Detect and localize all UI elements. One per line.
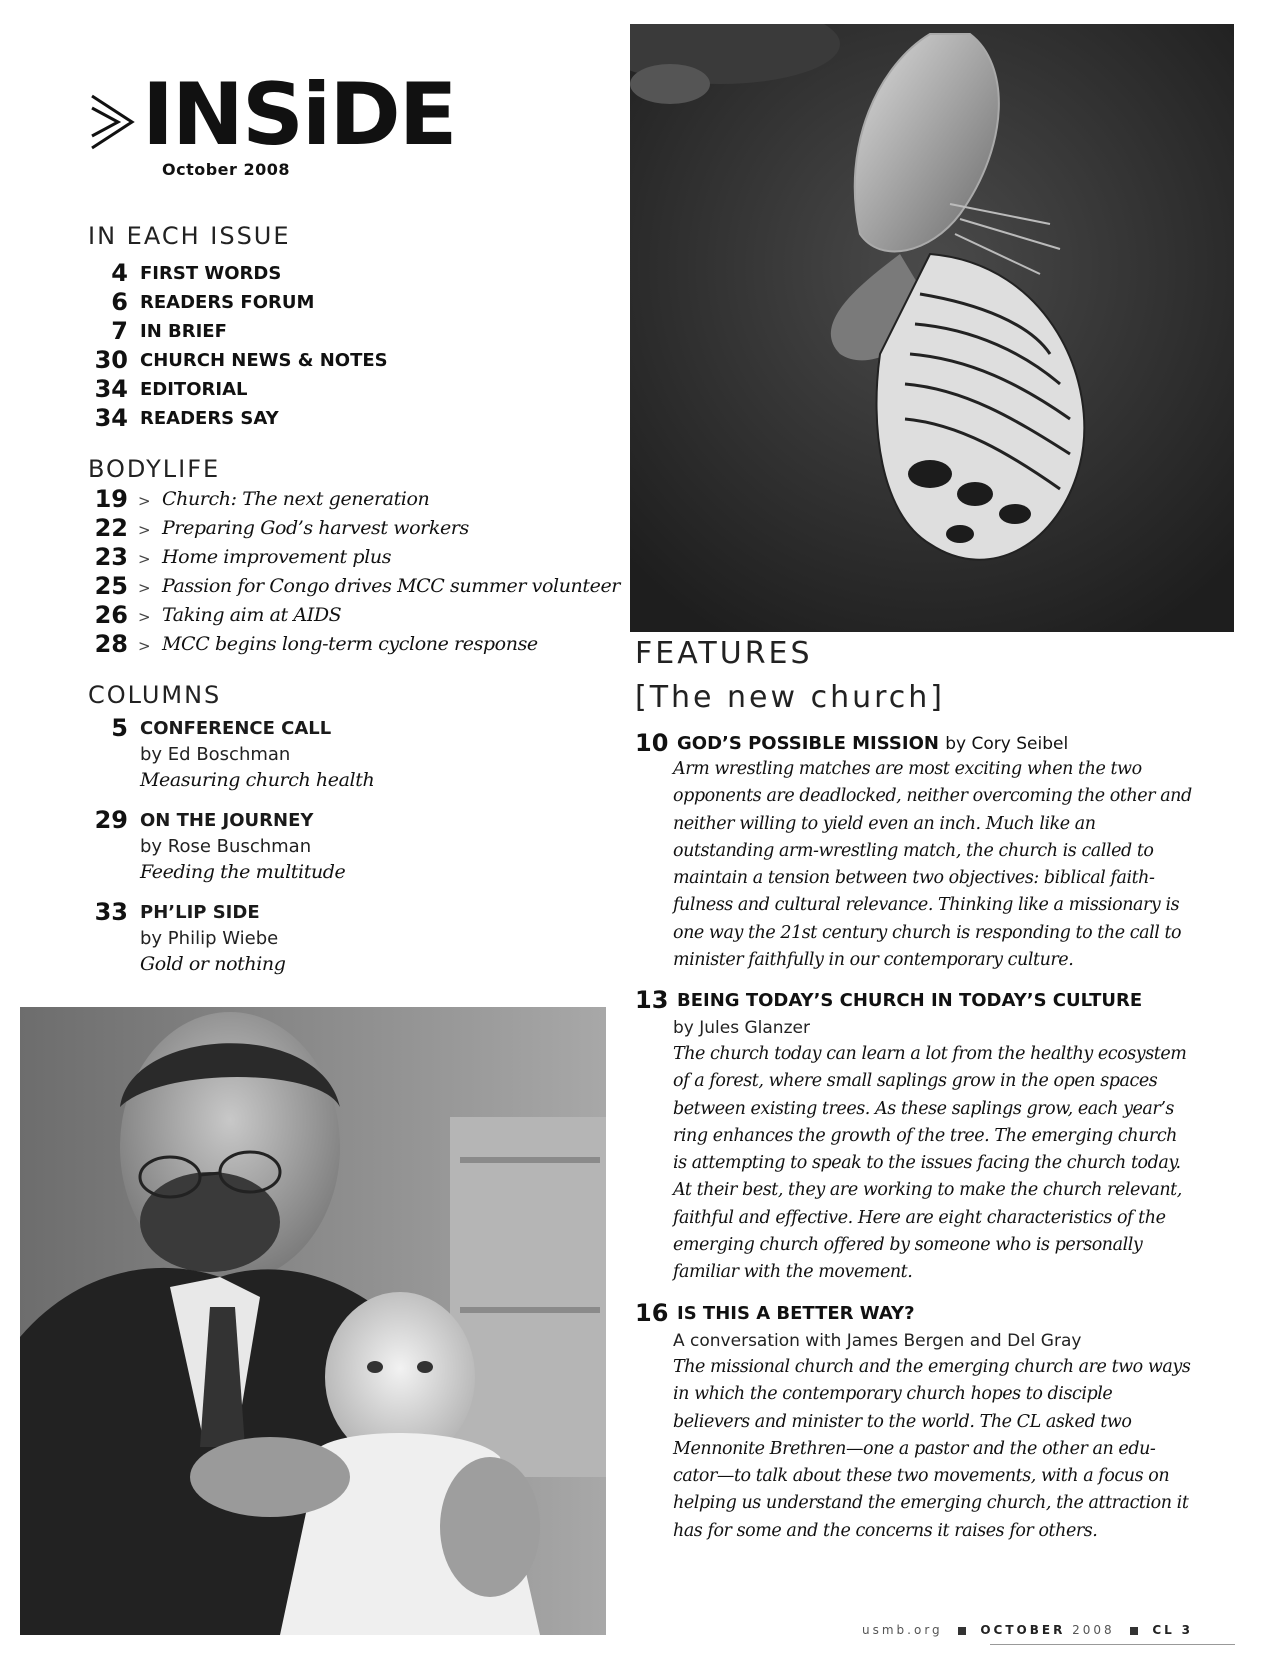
section-heading-in-each-issue: IN EACH ISSUE: [88, 222, 291, 250]
feature-title: GOD’S POSSIBLE MISSION: [677, 733, 939, 754]
feature-entry[interactable]: [635, 985, 1235, 1283]
page-number: 16: [635, 1299, 669, 1327]
entry-title: PH’LIP SIDE: [140, 902, 260, 923]
issue-date: October 2008: [162, 160, 291, 179]
entry-title: Home improvement plus: [162, 546, 392, 568]
entry-subtitle: Gold or nothing: [140, 953, 286, 975]
page-number: 33: [94, 898, 128, 926]
byline: by Rose Buschman: [140, 836, 312, 857]
page-number: 22: [94, 514, 128, 542]
byline: A conversation with James Bergen and Del Gray: [673, 1331, 1082, 1351]
byline: by Cory Seibel: [945, 734, 1069, 754]
page-number: 26: [94, 601, 128, 629]
entry-title: Church: The next generation: [162, 488, 430, 510]
page-number: 29: [94, 806, 128, 834]
entry-title: IN BRIEF: [140, 321, 227, 342]
section-heading-bodylife: BODYLIFE: [88, 455, 221, 483]
toc-column-entry[interactable]: [88, 806, 528, 888]
page-number: 19: [94, 485, 128, 513]
feature-title-line: [677, 731, 1068, 757]
entry-title: CHURCH NEWS & NOTES: [140, 350, 388, 371]
square-bullet-icon: [958, 1627, 966, 1635]
entry-title: READERS FORUM: [140, 292, 315, 313]
page-number: 5: [111, 714, 128, 742]
byline: by Jules Glanzer: [673, 1018, 810, 1038]
page-number: 34: [94, 375, 128, 403]
page-number: 13: [635, 986, 669, 1014]
page-number: 30: [94, 346, 128, 374]
toc-column-entry[interactable]: [88, 714, 528, 796]
masthead: [88, 65, 468, 188]
page-number: 10: [635, 729, 669, 757]
page-number: 4: [111, 259, 128, 287]
arrow-right-icon: >: [138, 550, 151, 568]
entry-title: READERS SAY: [140, 408, 279, 429]
entry-title: MCC begins long-term cyclone response: [162, 633, 538, 655]
page-footer: [862, 1623, 1193, 1637]
features-subheading: [The new church]: [635, 680, 945, 715]
page-number: 34: [94, 404, 128, 432]
footer-magazine: CL: [1152, 1623, 1175, 1637]
section-heading-columns: COLUMNS: [88, 681, 222, 709]
page-number: 28: [94, 630, 128, 658]
pastor-with-baby-photo: [20, 1007, 606, 1635]
page-title: INSiDE: [142, 65, 456, 165]
footer-site: usmb.org: [862, 1623, 943, 1637]
arrow-right-icon: >: [138, 492, 151, 510]
feature-description: The church today can learn a lot from the healthy ecosystem of a forest, where small saplings grow in the open spaces between existing trees. As these saplings grow, each year’s ring enhances the growth of the tree. The emerging church is attempting to speak to the issues facing the church today. At their best, they are working to make the church relevant, faithful and effective. Here are eight characteristics of the emerging church offered by someone who is personally familiar with the movement.: [673, 1044, 1187, 1283]
feature-description: The missional church and the emerging church are two ways in which the contemporary church hopes to disciple believers and minister to the world. The CL asked two Mennonite Brethren—one a pastor and the other an educator—to talk about these two movements, with a focus on helping us understand the emerging church, the attraction it has for some and the concerns it raises for others.: [673, 1357, 1191, 1541]
section-heading-features: FEATURES: [635, 636, 813, 671]
entry-title: Preparing God’s harvest workers: [162, 517, 469, 539]
footer-page-number: 3: [1181, 1623, 1193, 1637]
butterfly-illustration: [630, 24, 1234, 632]
arrow-right-icon: >: [138, 579, 151, 597]
butterfly-chrysalis-photo: [630, 24, 1234, 632]
footer-year: 2008: [1072, 1623, 1115, 1637]
entry-title: Taking aim at AIDS: [162, 604, 342, 626]
byline: by Philip Wiebe: [140, 928, 279, 949]
entry-title: ON THE JOURNEY: [140, 810, 314, 831]
feature-title: BEING TODAY’S CHURCH IN TODAY’S CULTURE: [677, 990, 1143, 1011]
entry-title: Passion for Congo drives MCC summer volunteer: [162, 575, 620, 597]
arrow-right-icon: >: [138, 521, 151, 539]
footer-divider: [990, 1644, 1235, 1645]
feature-title: IS THIS A BETTER WAY?: [677, 1303, 915, 1324]
entry-title: EDITORIAL: [140, 379, 248, 400]
page-number: 23: [94, 543, 128, 571]
page-number: 6: [111, 288, 128, 316]
entry-subtitle: Feeding the multitude: [140, 861, 346, 883]
feature-entry[interactable]: [635, 728, 1235, 978]
toc-column-entry[interactable]: [88, 898, 528, 980]
square-bullet-icon: [1130, 1627, 1138, 1635]
page-number: 7: [111, 317, 128, 345]
byline: by Ed Boschman: [140, 744, 291, 765]
arrow-right-icon: >: [138, 637, 151, 655]
footer-issue: OCTOBER: [980, 1623, 1066, 1637]
chevron-right-icon: [88, 90, 136, 154]
page-number: 25: [94, 572, 128, 600]
pastor-with-baby-illustration: [20, 1007, 606, 1635]
feature-description: Arm wrestling matches are most exciting when the two opponents are deadlocked, neither overcoming the other and neither willing to yield even an inch. Much like an outstanding arm-wrestling match, the church is called to maintain a tension between two objectives: biblical faithfulness and cultural relevance. Thinking like a missionary is one way the 21st century church is responding to the call to minister faithfully in our contemporary culture.: [673, 759, 1192, 971]
arrow-right-icon: >: [138, 608, 151, 626]
entry-title: FIRST WORDS: [140, 263, 282, 284]
entry-subtitle: Measuring church health: [140, 769, 375, 791]
feature-entry[interactable]: [635, 1298, 1235, 1541]
entry-title: CONFERENCE CALL: [140, 718, 332, 739]
